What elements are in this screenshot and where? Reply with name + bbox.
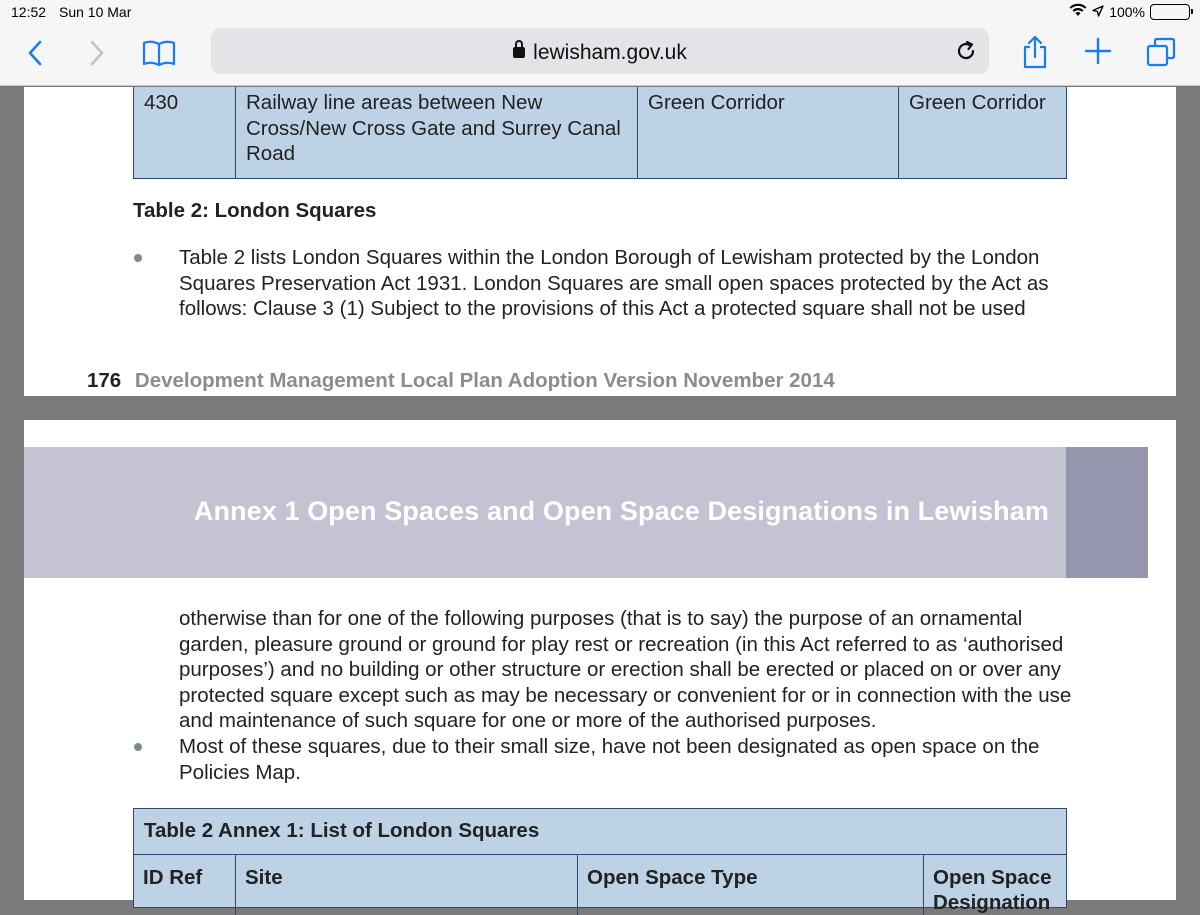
table-cell-type: Green Corridor: [638, 87, 899, 178]
bookmarks-button[interactable]: [140, 36, 178, 70]
paragraph: Table 2 lists London Squares within the London Borough of Lewisham protected by the London Squares Preservation Act 1931. London Squares are small open spaces protected by the Act as follows: Clause 3 (1) Subject to the provisions of this Act a protected square shall not be used: [179, 246, 1049, 320]
plus-icon: [1085, 38, 1111, 64]
annex-header-tab: [1066, 447, 1148, 578]
share-icon: [1022, 35, 1048, 69]
table-caption: Table 2: London Squares: [133, 199, 377, 222]
tabs-button[interactable]: [1145, 36, 1177, 68]
reload-icon: [955, 40, 977, 62]
london-squares-table: [133, 808, 1067, 914]
open-space-table-row: [133, 87, 1067, 179]
status-date: Sun 10 Mar: [59, 4, 132, 20]
page-footer: [87, 369, 835, 393]
book-icon: [142, 39, 176, 67]
pdf-page-176: [24, 87, 1176, 396]
location-arrow-icon: [1092, 4, 1104, 20]
reload-button[interactable]: [953, 38, 979, 64]
bullet-icon: [134, 743, 142, 751]
table-cell-site: Railway line areas between New Cross/New Cross Gate and Surrey Canal Road: [236, 87, 638, 178]
column-header-id-ref: ID Ref: [134, 855, 236, 915]
back-button[interactable]: [20, 38, 50, 68]
pdf-page-177: [24, 420, 1176, 914]
status-indicators: [1069, 3, 1190, 20]
table-cell-designation: Green Corridor: [909, 91, 1046, 114]
chevron-right-icon: [89, 40, 105, 66]
lock-icon: [513, 47, 525, 58]
wifi-icon: [1069, 3, 1087, 20]
share-button[interactable]: [1020, 32, 1050, 72]
tabs-icon: [1146, 37, 1176, 67]
table-header-row: [134, 854, 1066, 914]
column-header-designation: Open Space Designation: [933, 866, 1052, 914]
bullet-icon: [134, 254, 142, 262]
battery-icon: [1150, 4, 1190, 20]
status-time: 12:52: [11, 4, 47, 20]
status-bar: [0, 0, 1200, 24]
table-caption: Table 2 Annex 1: List of London Squares: [144, 819, 540, 842]
footer-title: Development Management Local Plan Adoption Version November 2014: [134, 369, 835, 392]
url-display: [211, 41, 989, 65]
battery-percent: 100%: [1109, 3, 1145, 20]
url-text: lewisham.gov.uk: [533, 41, 687, 64]
new-tab-button[interactable]: [1083, 36, 1113, 66]
forward-button[interactable]: [82, 38, 112, 68]
page-number: 176: [87, 369, 122, 392]
table-cell-id: 430: [134, 87, 236, 178]
paragraph: Most of these squares, due to their small size, have not been designated as open space on the Policies Map.: [179, 735, 1040, 784]
paragraph: otherwise than for one of the following purposes (that is to say) the purpose of an ornamental garden, pleasure ground or ground for play rest or recreation (in this Act referred to as ‘authorised purposes’) and no building or other structure or erection shall be erected or placed on or over any protected square except such as may be necessary or convenient for or in connection with the use and maintenance of such square for one or more of the authorised purposes.: [179, 607, 1072, 732]
column-header-type: Open Space Type: [578, 855, 924, 915]
address-bar[interactable]: [211, 28, 989, 74]
chevron-left-icon: [27, 40, 43, 66]
annex-title: Annex 1 Open Spaces and Open Space Designations in Lewisham: [193, 496, 1049, 526]
browser-toolbar: [0, 24, 1200, 86]
column-header-site: Site: [236, 855, 578, 915]
